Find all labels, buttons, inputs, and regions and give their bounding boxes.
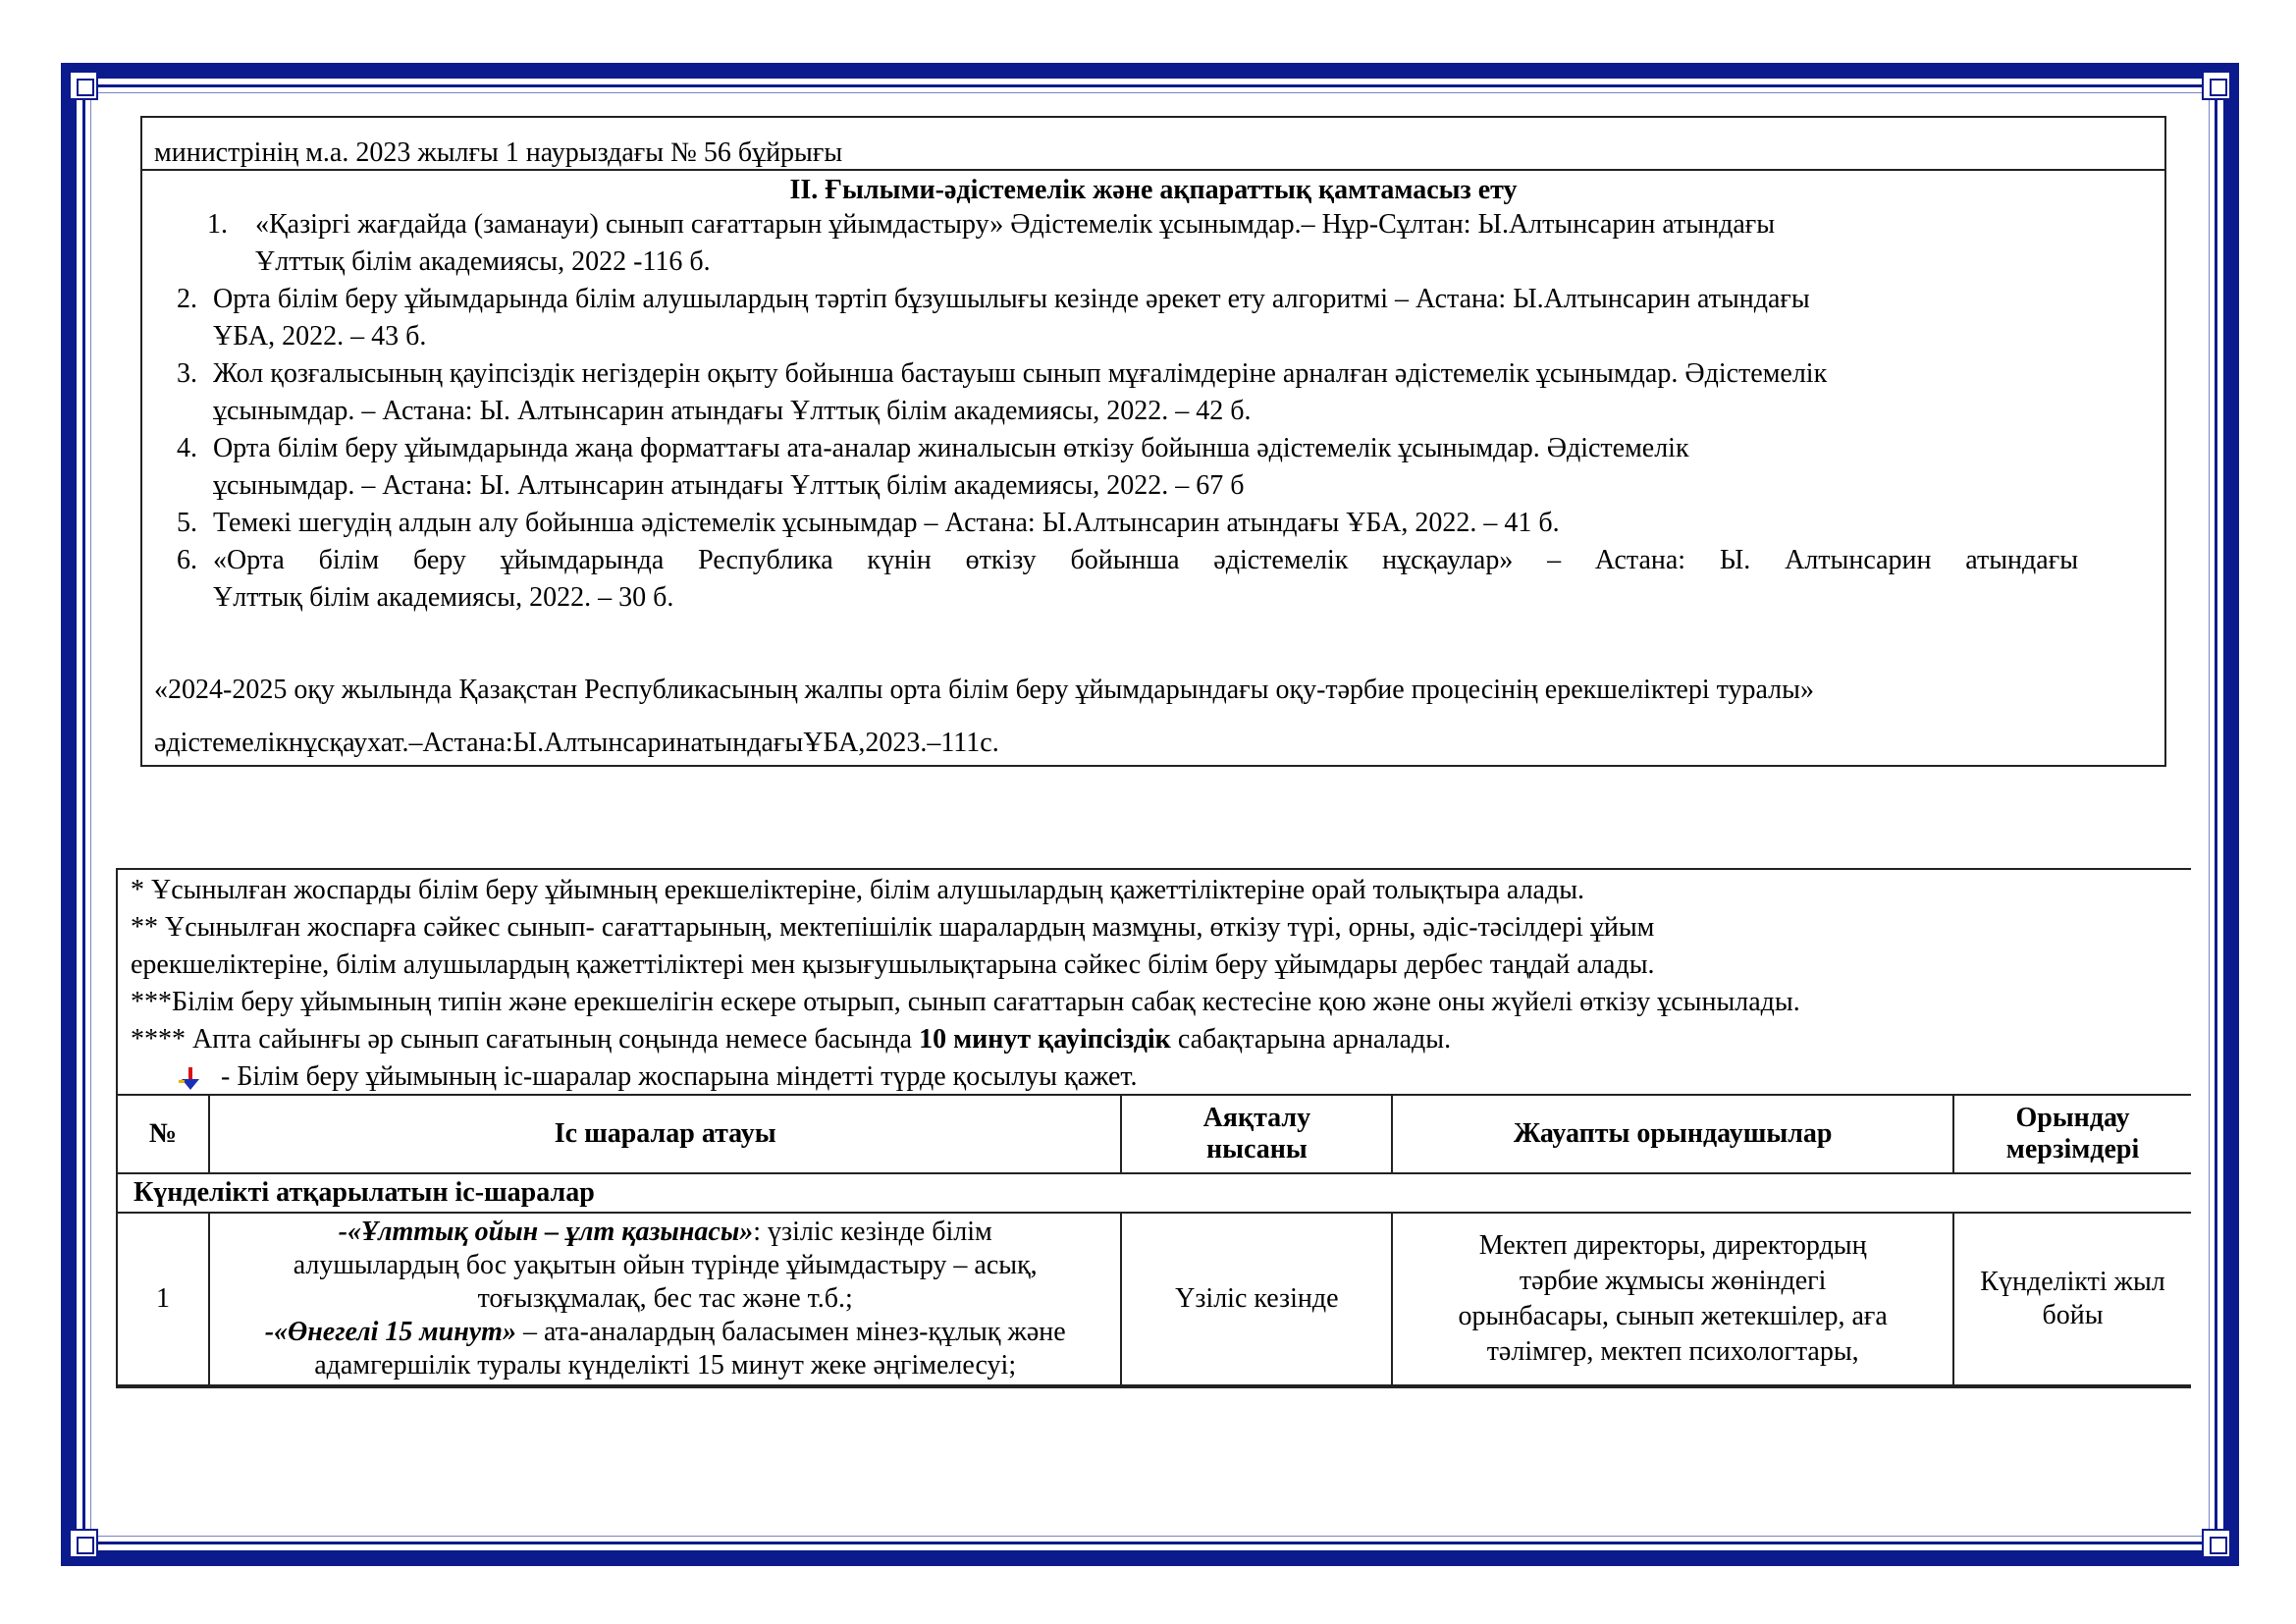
responsible-persons: Мектеп директоры, директордың тәрбие жұмысы жөніндегі орынбасары, сынып жетекшілер, аға тәлімгер, мектеп психологтары, (1392, 1213, 1953, 1385)
table-group-row (117, 1173, 2191, 1213)
order-reference-line: министрінің м.а. 2023 жылғы 1 наурыздағы № 56 бұйрығы (142, 118, 2164, 171)
reference-item-3 (142, 355, 2164, 430)
reference-item-2 (142, 281, 2164, 355)
activity-description: -«Ұлттық ойын – ұлт қазынасы»: үзіліс кезінде білім алушылардың бос уақытын ойын түрінде ұйымдастыру – асық, тоғызқұмалақ, бес тас және т.б.; -«Өнегелі 15 минут» – ата-аналардың баласымен мінез-құлық және адамгершілік туралы күнделікті 15 минут жеке әңгімелесуі; (209, 1213, 1121, 1385)
reference-text: Жол қозғалысының қауіпсіздік негіздерін оқыту бойынша бастауыш сынып мұғалімдеріне арналған әдістемелік ұсынымдар. Әдістемелік (213, 358, 1828, 389)
reference-item-5 (142, 505, 2164, 542)
reference-item-6 (142, 542, 2164, 617)
group-title: Күнделікті атқарылатын іс-шаралар (117, 1173, 2191, 1213)
footnote-2a: ** Ұсынылған жоспарға сәйкес сынып- сағаттарының, мектепішілік шаралардың мазмұны, өткізу түрі, орны, әдіс-тәсілдері ұйым (131, 912, 1655, 943)
completion-form: Үзіліс кезінде (1121, 1213, 1392, 1385)
reference-number: 4. (177, 433, 197, 463)
reference-text-cont: Ұлттық білім академиясы, 2022. – 30 б. (213, 582, 674, 613)
col-header-number: № (117, 1095, 209, 1173)
footnote-5: - Білім беру ұйымының іс-шаралар жоспарына міндетті түрде қосылуы қажет. (131, 1058, 2182, 1096)
col-header-responsible: Жауапты орындаушылар (1392, 1095, 1953, 1173)
corner-ornament-top-left (69, 71, 98, 100)
col-header-completion-form: Аяқталу нысаны (1121, 1095, 1392, 1173)
table-row (117, 1213, 2191, 1385)
reference-number: 3. (177, 358, 197, 389)
activities-table (116, 1094, 2191, 1386)
row-number: 1 (117, 1213, 209, 1385)
reference-text: Орта білім беру ұйымдарында білім алушылардың тәртіп бұзушылығы кезінде әрекет ету алгоритмі – Астана: Ы.Алтынсарин атындағы (213, 284, 1810, 314)
col-header-activity: Іс шаралар атауы (209, 1095, 1121, 1173)
footnote-3: ***Білім беру ұйымының типін және ерекшелігін ескере отырып, сынып сағаттарын сабақ кестесіне қою және оны жүйелі өткізу ұсынылады. (131, 987, 1800, 1017)
closing-reference-line1: «2024-2025 оқу жылында Қазақстан Республикасының жалпы орта білім беру ұйымдарындағы оқу-тәрбие процесінің ерекшеліктері туралы» (154, 675, 1814, 705)
corner-ornament-bottom-right (2202, 1529, 2231, 1558)
reference-text: Орта білім беру ұйымдарында жаңа форматтағы ата-аналар жиналысын өткізу бойынша әдістемелік ұсынымдар. Әдістемелік (213, 433, 1689, 463)
reference-item-1 (142, 206, 2164, 281)
closing-reference-line2: әдістемелікнұсқаухат.–Астана:Ы.АлтынсаринатындағыҰБА,2023.–111с. (154, 728, 999, 758)
reference-text: «Орта білім беру ұйымдарында Республика күнін өткізу бойынша әдістемелік нұсқаулар» – Астана: Ы. Алтынсарин атындағы (213, 545, 2078, 575)
reference-number: 6. (177, 545, 197, 575)
footnote-1: * Ұсынылған жоспарды білім беру ұйымның ерекшеліктеріне, білім алушылардың қажеттіліктеріне орай толықтыра алады. (131, 875, 1585, 905)
reference-number: 2. (177, 284, 197, 314)
col-header-deadline: Орындау мерзімдері (1953, 1095, 2191, 1173)
closing-reference (154, 674, 1814, 760)
references-box (140, 116, 2166, 767)
footnote-2b: ерекшеліктеріне, білім алушылардың қажеттіліктері мен қызығушылықтарына сәйкес білім беру ұйымдары дербес таңдай алады. (131, 949, 1655, 980)
reference-text-cont: ұсынымдар. – Астана: Ы. Алтынсарин атындағы Ұлттық білім академиясы, 2022. – 42 б. (213, 396, 1252, 426)
reference-text-cont: ҰБА, 2022. – 43 б. (213, 321, 427, 352)
deadline: Күнделікті жыл бойы (1953, 1213, 2191, 1385)
footnote-4: **** Апта сайынғы әр сынып сағатының соңында немесе басында 10 минут қауіпсіздік сабақтарына арналады. (131, 1024, 1452, 1055)
reference-item-4 (142, 430, 2164, 505)
reference-list (142, 206, 2164, 617)
section-title: II. Ғылыми-әдістемелік және ақпараттық қамтамасыз ету (789, 175, 1518, 205)
reference-number: 5. (177, 508, 197, 538)
reference-text-cont: Ұлттық білім академиясы, 2022 -116 б. (255, 246, 711, 277)
table-header-row (117, 1095, 2191, 1173)
reference-text: «Қазіргі жағдайда (заманауи) сынып сағаттарын ұйымдастыру» Әдістемелік ұсынымдар.– Нұр-Сұлтан: Ы.Алтынсарин атындағы (255, 209, 1776, 240)
reference-text: Темекі шегудің алдын алу бойынша әдістемелік ұсынымдар – Астана: Ы.Алтынсарин атындағы ҰБА, 2022. – 41 б. (213, 508, 1560, 538)
reference-text-cont: ұсынымдар. – Астана: Ы. Алтынсарин атындағы Ұлттық білім академиясы, 2022. – 67 б (213, 470, 1245, 501)
corner-ornament-bottom-left (69, 1529, 98, 1558)
reference-number: 1. (207, 209, 228, 240)
corner-ornament-top-right (2202, 71, 2231, 100)
